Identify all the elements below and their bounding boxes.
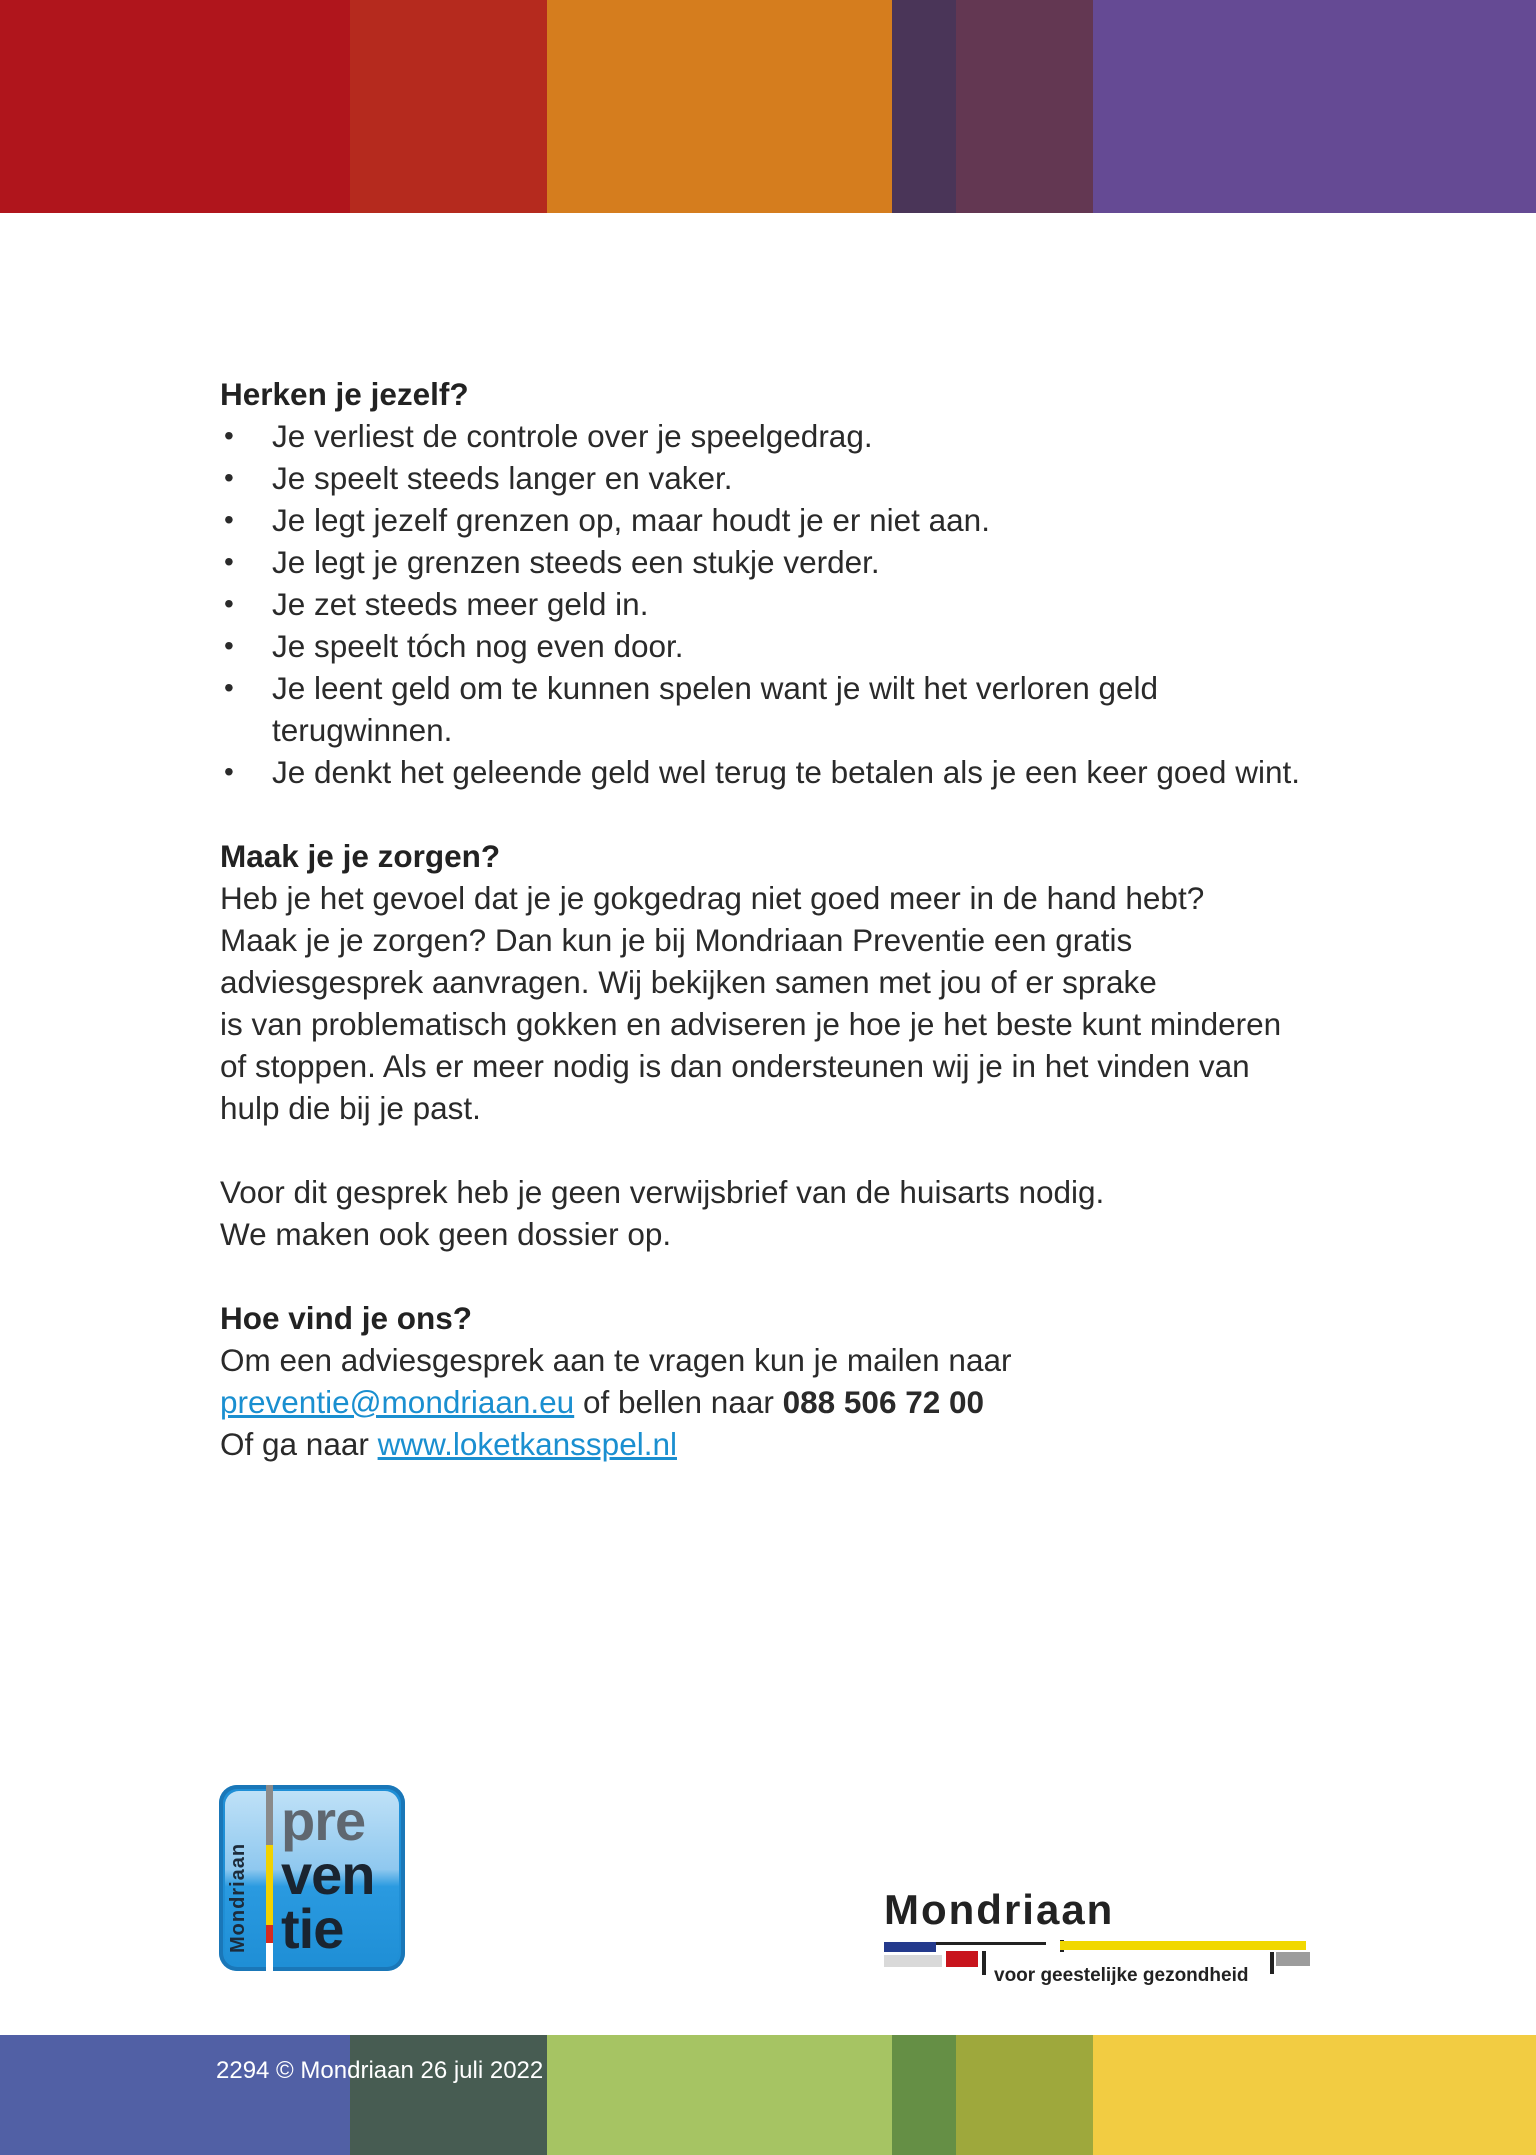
logo-block (1060, 1941, 1306, 1950)
list-item: • Je denkt het geleende geld wel terug te betalen als je een keer goed wint. (220, 751, 1420, 793)
heading-zorgen: Maak je je zorgen? (220, 838, 501, 874)
paragraph-line: Voor dit gesprek heb je geen verwijsbrief van de huisarts nodig. (220, 1174, 1105, 1210)
logo-word: pre (281, 1789, 366, 1852)
logo-bar (266, 1943, 273, 1971)
logo-bar (266, 1845, 273, 1925)
band-segment (1093, 2035, 1536, 2155)
list-item: • Je legt je grenzen steeds een stukje verder. (220, 541, 1420, 583)
contact-line (220, 1381, 1420, 1423)
list-item: • Je zet steeds meer geld in. (220, 583, 1420, 625)
band-segment (0, 2035, 350, 2155)
contact-intro: Om een adviesgesprek aan te vragen kun je mailen naar (220, 1342, 1012, 1378)
website-link[interactable]: www.loketkansspel.nl (377, 1426, 677, 1462)
preventie-logo (219, 1785, 405, 1971)
paragraph-line: Heb je het gevoel dat je je gokgedrag niet goed meer in de hand hebt? (220, 880, 1205, 916)
logo-block (1276, 1952, 1310, 1966)
band-segment (0, 0, 350, 213)
paragraph-line: is van problematisch gokken en adviseren je hoe je het beste kunt minderen (220, 1006, 1282, 1042)
band-segment (956, 0, 1093, 213)
band-segment (350, 0, 547, 213)
list-item: • Je speelt steeds langer en vaker. (220, 457, 1420, 499)
band-segment (350, 2035, 547, 2155)
top-color-band (0, 0, 1536, 213)
paragraph-line: of stoppen. Als er meer nodig is dan ondersteunen wij je in het vinden van (220, 1048, 1250, 1084)
band-segment (1093, 0, 1536, 213)
list-item: • Je legt jezelf grenzen op, maar houdt je er niet aan. (220, 499, 1420, 541)
footer-copyright: 2294 © Mondriaan 26 juli 2022 (216, 2057, 544, 2084)
logo-block (936, 1942, 1046, 1945)
logo-word: tie (281, 1897, 344, 1960)
logo-block (946, 1951, 978, 1967)
band-segment (547, 0, 892, 213)
bullet-list (220, 415, 1420, 793)
heading-herken: Herken je jezelf? (220, 376, 469, 412)
bottom-color-band (0, 2035, 1536, 2155)
logo-bar (266, 1925, 273, 1943)
logo-block (884, 1955, 942, 1967)
logo-tagline: voor geestelijke gezondheid (994, 1965, 1249, 1986)
logo-word: ven (281, 1843, 375, 1906)
main-content (220, 373, 1420, 1465)
mondriaan-logo (884, 1885, 1310, 1985)
logo-side-text: Mondriaan (227, 1842, 249, 1953)
band-segment (892, 0, 956, 213)
paragraph-line: We maken ook geen dossier op. (220, 1216, 672, 1252)
heading-contact: Hoe vind je ons? (220, 1300, 473, 1336)
logo-name: Mondriaan (884, 1886, 1115, 1933)
list-item: • Je verliest de controle over je speelgedrag. (220, 415, 1420, 457)
band-segment (547, 2035, 892, 2155)
paragraph-line: adviesgesprek aanvragen. Wij bekijken samen met jou of er sprake (220, 964, 1157, 1000)
call-text: of bellen naar (574, 1384, 783, 1420)
paragraph-line: hulp die bij je past. (220, 1090, 481, 1126)
visit-text: Of ga naar (220, 1426, 378, 1462)
band-segment (892, 2035, 956, 2155)
logo-block (884, 1942, 936, 1952)
phone-number: 088 506 72 00 (782, 1384, 985, 1420)
logo-block (982, 1951, 986, 1975)
list-item: • Je leent geld om te kunnen spelen want je wilt het verloren geld terugwinnen. (220, 667, 1302, 751)
paragraph-line: Maak je je zorgen? Dan kun je bij Mondriaan Preventie een gratis (220, 922, 1133, 958)
email-link[interactable]: preventie@mondriaan.eu (220, 1384, 575, 1420)
logo-block (1270, 1952, 1274, 1974)
list-item: • Je speelt tóch nog even door. (220, 625, 1420, 667)
band-segment (956, 2035, 1093, 2155)
website-line (220, 1423, 1420, 1465)
logo-bar (266, 1785, 273, 1845)
